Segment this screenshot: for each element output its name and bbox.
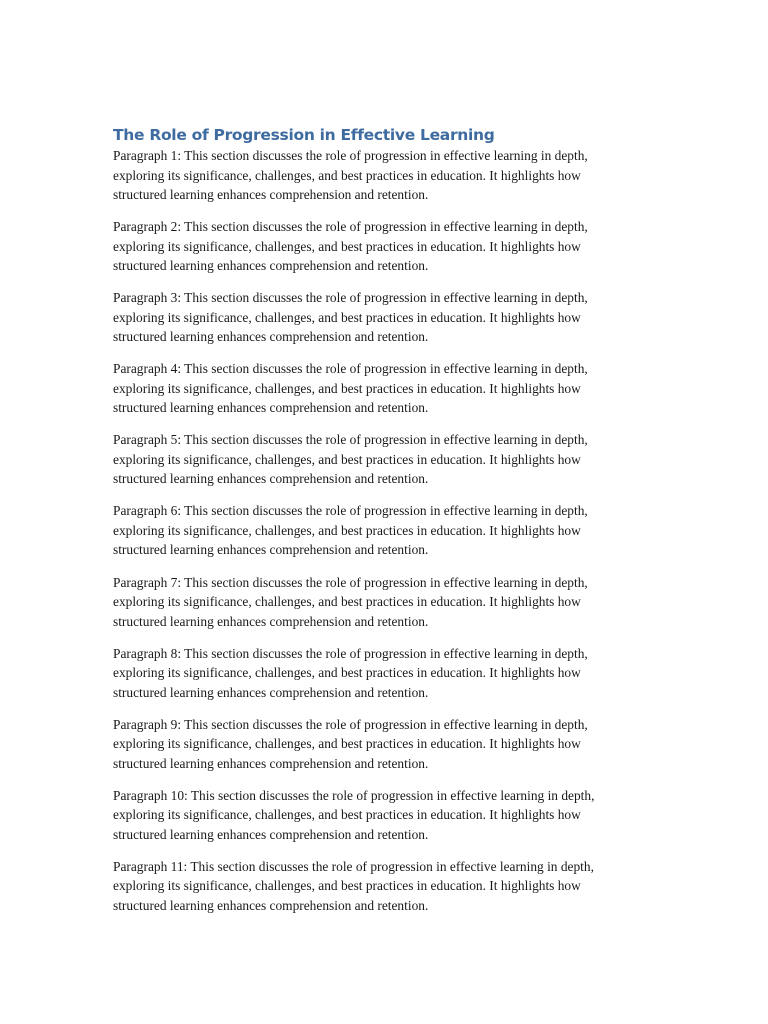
paragraph-line: Paragraph 5: This section discusses the role of progression in effective learning in depth, [113, 432, 588, 448]
paragraph-line: exploring its significance, challenges, and best practices in education. It highlights how [113, 522, 581, 538]
paragraph-line: structured learning enhances comprehension and retention. [113, 329, 429, 345]
paragraph-line: structured learning enhances comprehension and retention. [113, 613, 429, 629]
paragraph-line: Paragraph 3: This section discusses the role of progression in effective learning in depth, [113, 290, 588, 306]
paragraph-line: Paragraph 4: This section discusses the role of progression in effective learning in depth, [113, 361, 588, 377]
paragraph-line: structured learning enhances comprehension and retention. [113, 684, 429, 700]
paragraph-line: Paragraph 7: This section discusses the role of progression in effective learning in depth, [113, 574, 588, 590]
body-paragraph [113, 146, 658, 205]
paragraph-line: Paragraph 9: This section discusses the role of progression in effective learning in depth, [113, 716, 588, 732]
paragraph-line: structured learning enhances comprehension and retention. [113, 471, 429, 487]
paragraph-line: structured learning enhances comprehension and retention. [113, 400, 429, 416]
paragraph-line: exploring its significance, challenges, and best practices in education. It highlights how [113, 807, 581, 823]
body-paragraph [113, 644, 658, 703]
paragraph-line: exploring its significance, challenges, and best practices in education. It highlights how [113, 167, 581, 183]
paragraph-list [113, 146, 658, 915]
body-paragraph [113, 288, 658, 347]
body-paragraph [113, 501, 658, 560]
paragraph-line: Paragraph 11: This section discusses the role of progression in effective learning in depth, [113, 858, 594, 874]
paragraph-line: structured learning enhances comprehension and retention. [113, 187, 429, 202]
paragraph-line: Paragraph 8: This section discusses the role of progression in effective learning in depth, [113, 645, 588, 661]
body-paragraph [113, 430, 658, 489]
paragraph-line: structured learning enhances comprehension and retention. [113, 897, 429, 913]
paragraph-line: exploring its significance, challenges, and best practices in education. It highlights how [113, 451, 581, 467]
body-paragraph [113, 573, 658, 632]
paragraph-line: structured learning enhances comprehension and retention. [113, 755, 429, 771]
paragraph-line: exploring its significance, challenges, and best practices in education. It highlights how [113, 878, 581, 894]
body-paragraph [113, 217, 658, 276]
paragraph-line: exploring its significance, challenges, and best practices in education. It highlights how [113, 238, 581, 254]
document-title: The Role of Progression in Effective Learning [113, 126, 495, 144]
paragraph-line: exploring its significance, challenges, and best practices in education. It highlights how [113, 736, 581, 752]
body-paragraph [113, 359, 658, 418]
paragraph-line: structured learning enhances comprehension and retention. [113, 826, 429, 842]
paragraph-line: exploring its significance, challenges, and best practices in education. It highlights how [113, 380, 581, 396]
paragraph-line: structured learning enhances comprehension and retention. [113, 258, 429, 274]
body-paragraph [113, 857, 658, 916]
paragraph-line: exploring its significance, challenges, and best practices in education. It highlights how [113, 594, 581, 610]
paragraph-line: Paragraph 6: This section discusses the role of progression in effective learning in depth, [113, 503, 588, 519]
body-paragraph [113, 786, 658, 845]
paragraph-line: Paragraph 2: This section discusses the role of progression in effective learning in depth, [113, 219, 588, 235]
paragraph-line: Paragraph 1: This section discusses the role of progression in effective learning in depth, [113, 148, 588, 163]
paragraph-line: structured learning enhances comprehension and retention. [113, 542, 429, 558]
body-paragraph [113, 715, 658, 774]
document-body [113, 124, 658, 928]
paragraph-line: exploring its significance, challenges, and best practices in education. It highlights how [113, 309, 581, 325]
paragraph-line: Paragraph 10: This section discusses the role of progression in effective learning in depth, [113, 787, 595, 803]
paragraph-line: exploring its significance, challenges, and best practices in education. It highlights how [113, 665, 581, 681]
